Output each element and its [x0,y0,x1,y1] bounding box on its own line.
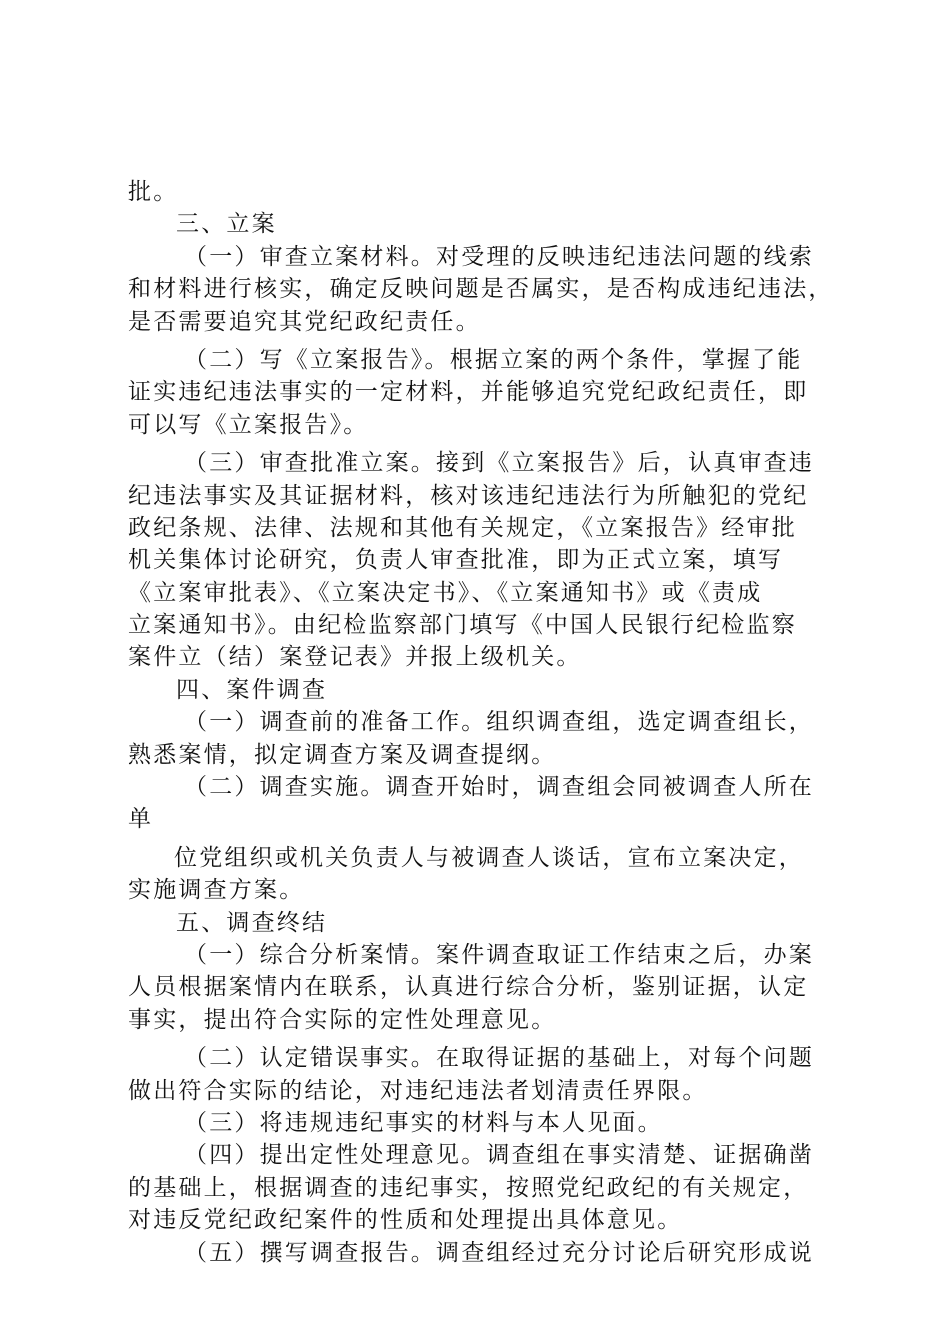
text-line: 立案通知书》。由纪检监察部门填写《中国人民银行纪检监察 [128,612,797,639]
paragraph-first-line: （三）审查批准立案。接到《立案报告》后，认真审查违 [184,450,814,477]
section-heading: 四、案件调查 [176,676,328,703]
text-line: 政纪条规、法律、法规和其他有关规定，《立案报告》经审批 [128,514,797,541]
paragraph-first-line: （二）调查实施。调查开始时，调查组会同被调查人所在 [184,774,814,801]
text-line: 人员根据案情内在联系，认真进行综合分析，鉴别证据，认定 [128,974,809,1001]
document-body [128,176,840,1269]
text-line: 证实违纪违法事实的一定材料，并能够追究党纪政纪责任，即 [128,379,809,406]
text-line: 纪违法事实及其证据材料，核对该违纪违法行为所触犯的党纪 [128,482,809,509]
text-line: 批。 [128,179,179,205]
text-line: 可以写《立案报告》。 [128,411,369,438]
text-line: 实施调查方案。 [128,877,305,904]
text-line: 对违反党纪政纪案件的性质和处理提出具体意见。 [128,1207,683,1234]
section-heading: 五、调查终结 [176,909,328,936]
section-heading: 三、立案 [176,211,277,238]
text-line: 熟悉案情，拟定调查方案及调查提纲。 [128,741,557,768]
paragraph-first-line: （一）调查前的准备工作。组织调查组，选定调查组长， [184,709,814,736]
text-line: 事实，提出符合实际的定性处理意见。 [128,1006,557,1033]
text-line: 案件立（结）案登记表》并报上级机关。 [128,644,582,671]
text-line: 机关集体讨论研究，负责人审查批准，即为正式立案，填写 [128,547,784,574]
paragraph-first-line: （三）将违规违纪事实的材料与本人见面。 [184,1109,663,1136]
text-line: 做出符合实际的结论，对违纪违法者划清责任界限。 [128,1077,708,1104]
paragraph-first-line: （二）写《立案报告》。根据立案的两个条件，掌握了能 [184,346,803,373]
paragraph-first-line: （五）撰写调查报告。调查组经过充分讨论后研究形成说 [184,1239,814,1266]
text-line: 单 [128,806,154,833]
paragraph-first-line: （一）审查立案材料。对受理的反映违纪违法问题的线索 [184,243,814,270]
text-line: 是否需要追究其党纪政纪责任。 [128,308,481,335]
paragraph-first-line: 位党组织或机关负责人与被调查人谈话，宣布立案决定， [174,844,804,871]
paragraph-first-line: （一）综合分析案情。案件调查取证工作结束之后，办案 [184,941,814,968]
text-line: 和材料进行核实，确定反映问题是否属实，是否构成违纪违法， [128,276,834,303]
paragraph-first-line: （二）认定错误事实。在取得证据的基础上，对每个问题 [184,1045,814,1072]
text-line: 的基础上，根据调查的违纪事实，按照党纪政纪的有关规定， [128,1174,809,1201]
paragraph-first-line: （四）提出定性处理意见。调查组在事实清楚、证据确凿 [184,1142,814,1169]
text-line: 《立案审批表》、《立案决定书》、《立案通知书》或《责成 [128,579,763,606]
